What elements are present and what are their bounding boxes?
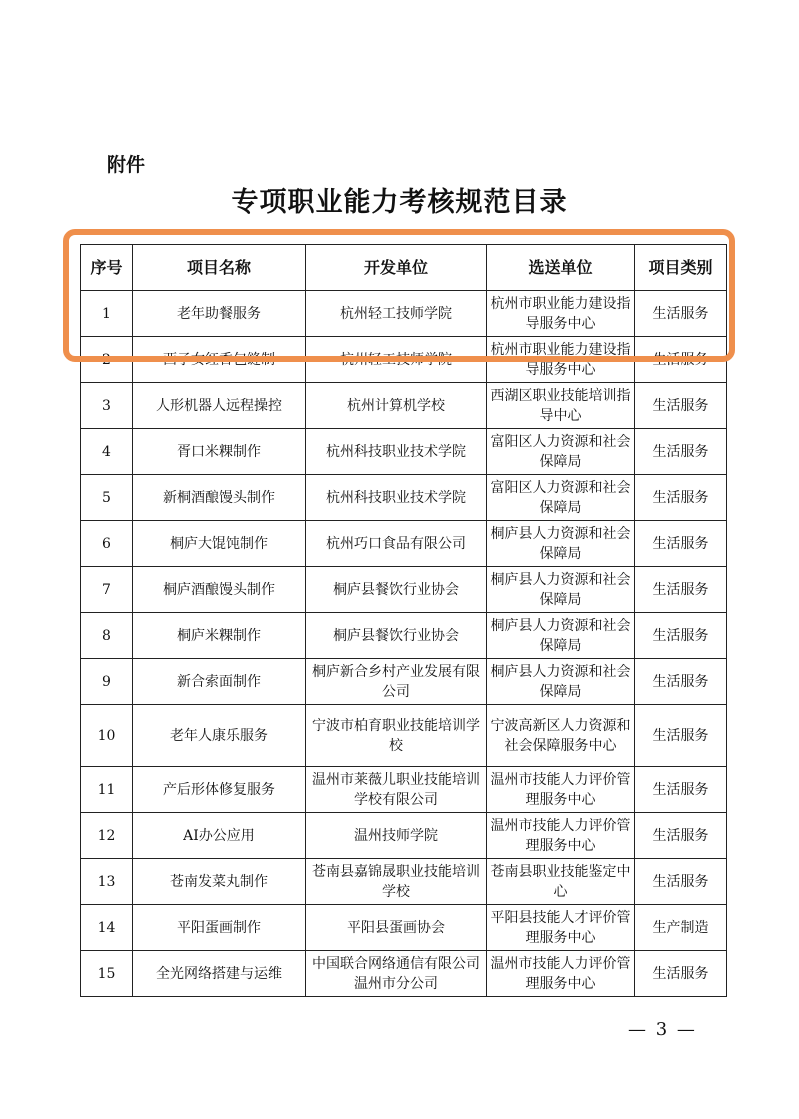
cell-dev: 苍南县嘉锦晟职业技能培训学校 bbox=[306, 859, 487, 905]
cell-name: 胥口米粿制作 bbox=[133, 429, 306, 475]
cell-dev: 宁波市柏育职业技能培训学校 bbox=[306, 705, 487, 767]
cell-name: 桐庐大馄饨制作 bbox=[133, 521, 306, 567]
cell-no: 10 bbox=[81, 705, 133, 767]
cell-no: 14 bbox=[81, 905, 133, 951]
table-row bbox=[81, 767, 727, 813]
table-row bbox=[81, 613, 727, 659]
table-row bbox=[81, 475, 727, 521]
header-category: 项目类别 bbox=[635, 245, 727, 291]
cell-name: 桐庐酒酿馒头制作 bbox=[133, 567, 306, 613]
cell-cat: 生活服务 bbox=[635, 567, 727, 613]
cell-name: 平阳蛋画制作 bbox=[133, 905, 306, 951]
cell-no: 1 bbox=[81, 291, 133, 337]
cell-name: 老年助餐服务 bbox=[133, 291, 306, 337]
cell-sub: 桐庐县人力资源和社会保障局 bbox=[487, 521, 635, 567]
cell-sub: 桐庐县人力资源和社会保障局 bbox=[487, 567, 635, 613]
cell-cat: 生活服务 bbox=[635, 705, 727, 767]
cell-dev: 桐庐县餐饮行业协会 bbox=[306, 613, 487, 659]
cell-no: 9 bbox=[81, 659, 133, 705]
cell-no: 12 bbox=[81, 813, 133, 859]
cell-no: 7 bbox=[81, 567, 133, 613]
header-developer: 开发单位 bbox=[306, 245, 487, 291]
cell-cat: 生活服务 bbox=[635, 859, 727, 905]
cell-cat: 生活服务 bbox=[635, 659, 727, 705]
table-row bbox=[81, 383, 727, 429]
cell-sub: 杭州市职业能力建设指导服务中心 bbox=[487, 337, 635, 383]
cell-cat: 生活服务 bbox=[635, 613, 727, 659]
cell-name: 西子女红香包缝制 bbox=[133, 337, 306, 383]
table-row bbox=[81, 813, 727, 859]
cell-cat: 生活服务 bbox=[635, 951, 727, 997]
cell-cat: 生活服务 bbox=[635, 813, 727, 859]
header-project-name: 项目名称 bbox=[133, 245, 306, 291]
table-row bbox=[81, 429, 727, 475]
cell-no: 11 bbox=[81, 767, 133, 813]
cell-cat: 生活服务 bbox=[635, 767, 727, 813]
cell-cat: 生活服务 bbox=[635, 475, 727, 521]
cell-dev: 桐庐新合乡村产业发展有限公司 bbox=[306, 659, 487, 705]
attachment-label: 附件 bbox=[107, 154, 146, 176]
cell-cat: 生活服务 bbox=[635, 337, 727, 383]
table-row bbox=[81, 521, 727, 567]
cell-cat: 生产制造 bbox=[635, 905, 727, 951]
cell-dev: 平阳县蛋画协会 bbox=[306, 905, 487, 951]
cell-name: AI办公应用 bbox=[133, 813, 306, 859]
cell-name: 桐庐米粿制作 bbox=[133, 613, 306, 659]
cell-name: 新桐酒酿馒头制作 bbox=[133, 475, 306, 521]
cell-cat: 生活服务 bbox=[635, 383, 727, 429]
cell-sub: 桐庐县人力资源和社会保障局 bbox=[487, 659, 635, 705]
cell-dev: 桐庐县餐饮行业协会 bbox=[306, 567, 487, 613]
cell-dev: 中国联合网络通信有限公司温州市分公司 bbox=[306, 951, 487, 997]
cell-dev: 温州市莱薇儿职业技能培训学校有限公司 bbox=[306, 767, 487, 813]
cell-sub: 富阳区人力资源和社会保障局 bbox=[487, 475, 635, 521]
cell-no: 4 bbox=[81, 429, 133, 475]
cell-dev: 杭州轻工技师学院 bbox=[306, 337, 487, 383]
page-number: — 3 — bbox=[628, 1019, 697, 1040]
cell-dev: 杭州科技职业技术学院 bbox=[306, 475, 487, 521]
cell-sub: 平阳县技能人才评价管理服务中心 bbox=[487, 905, 635, 951]
cell-cat: 生活服务 bbox=[635, 429, 727, 475]
cell-no: 2 bbox=[81, 337, 133, 383]
cell-sub: 温州市技能人力评价管理服务中心 bbox=[487, 767, 635, 813]
cell-dev: 杭州科技职业技术学院 bbox=[306, 429, 487, 475]
cell-sub: 桐庐县人力资源和社会保障局 bbox=[487, 613, 635, 659]
cell-name: 产后形体修复服务 bbox=[133, 767, 306, 813]
table-row bbox=[81, 567, 727, 613]
cell-name: 老年人康乐服务 bbox=[133, 705, 306, 767]
cell-dev: 杭州巧口食品有限公司 bbox=[306, 521, 487, 567]
cell-sub: 温州市技能人力评价管理服务中心 bbox=[487, 813, 635, 859]
catalog-table bbox=[80, 244, 727, 997]
table-row bbox=[81, 659, 727, 705]
cell-sub: 富阳区人力资源和社会保障局 bbox=[487, 429, 635, 475]
header-no: 序号 bbox=[81, 245, 133, 291]
header-submitter: 选送单位 bbox=[487, 245, 635, 291]
table-row bbox=[81, 705, 727, 767]
cell-no: 13 bbox=[81, 859, 133, 905]
cell-no: 15 bbox=[81, 951, 133, 997]
cell-dev: 温州技师学院 bbox=[306, 813, 487, 859]
table-row bbox=[81, 905, 727, 951]
cell-cat: 生活服务 bbox=[635, 291, 727, 337]
cell-name: 新合索面制作 bbox=[133, 659, 306, 705]
table-row bbox=[81, 291, 727, 337]
table-row bbox=[81, 337, 727, 383]
table-row bbox=[81, 951, 727, 997]
cell-sub: 杭州市职业能力建设指导服务中心 bbox=[487, 291, 635, 337]
cell-name: 全光网络搭建与运维 bbox=[133, 951, 306, 997]
cell-cat: 生活服务 bbox=[635, 521, 727, 567]
cell-dev: 杭州轻工技师学院 bbox=[306, 291, 487, 337]
cell-no: 3 bbox=[81, 383, 133, 429]
table-header-row bbox=[81, 245, 727, 291]
cell-sub: 西湖区职业技能培训指导中心 bbox=[487, 383, 635, 429]
cell-no: 8 bbox=[81, 613, 133, 659]
cell-sub: 苍南县职业技能鉴定中心 bbox=[487, 859, 635, 905]
cell-no: 6 bbox=[81, 521, 133, 567]
cell-name: 苍南发菜丸制作 bbox=[133, 859, 306, 905]
cell-name: 人形机器人远程操控 bbox=[133, 383, 306, 429]
document-title: 专项职业能力考核规范目录 bbox=[231, 187, 568, 218]
table-row bbox=[81, 859, 727, 905]
cell-dev: 杭州计算机学校 bbox=[306, 383, 487, 429]
cell-no: 5 bbox=[81, 475, 133, 521]
cell-sub: 宁波高新区人力资源和社会保障服务中心 bbox=[487, 705, 635, 767]
cell-sub: 温州市技能人力评价管理服务中心 bbox=[487, 951, 635, 997]
